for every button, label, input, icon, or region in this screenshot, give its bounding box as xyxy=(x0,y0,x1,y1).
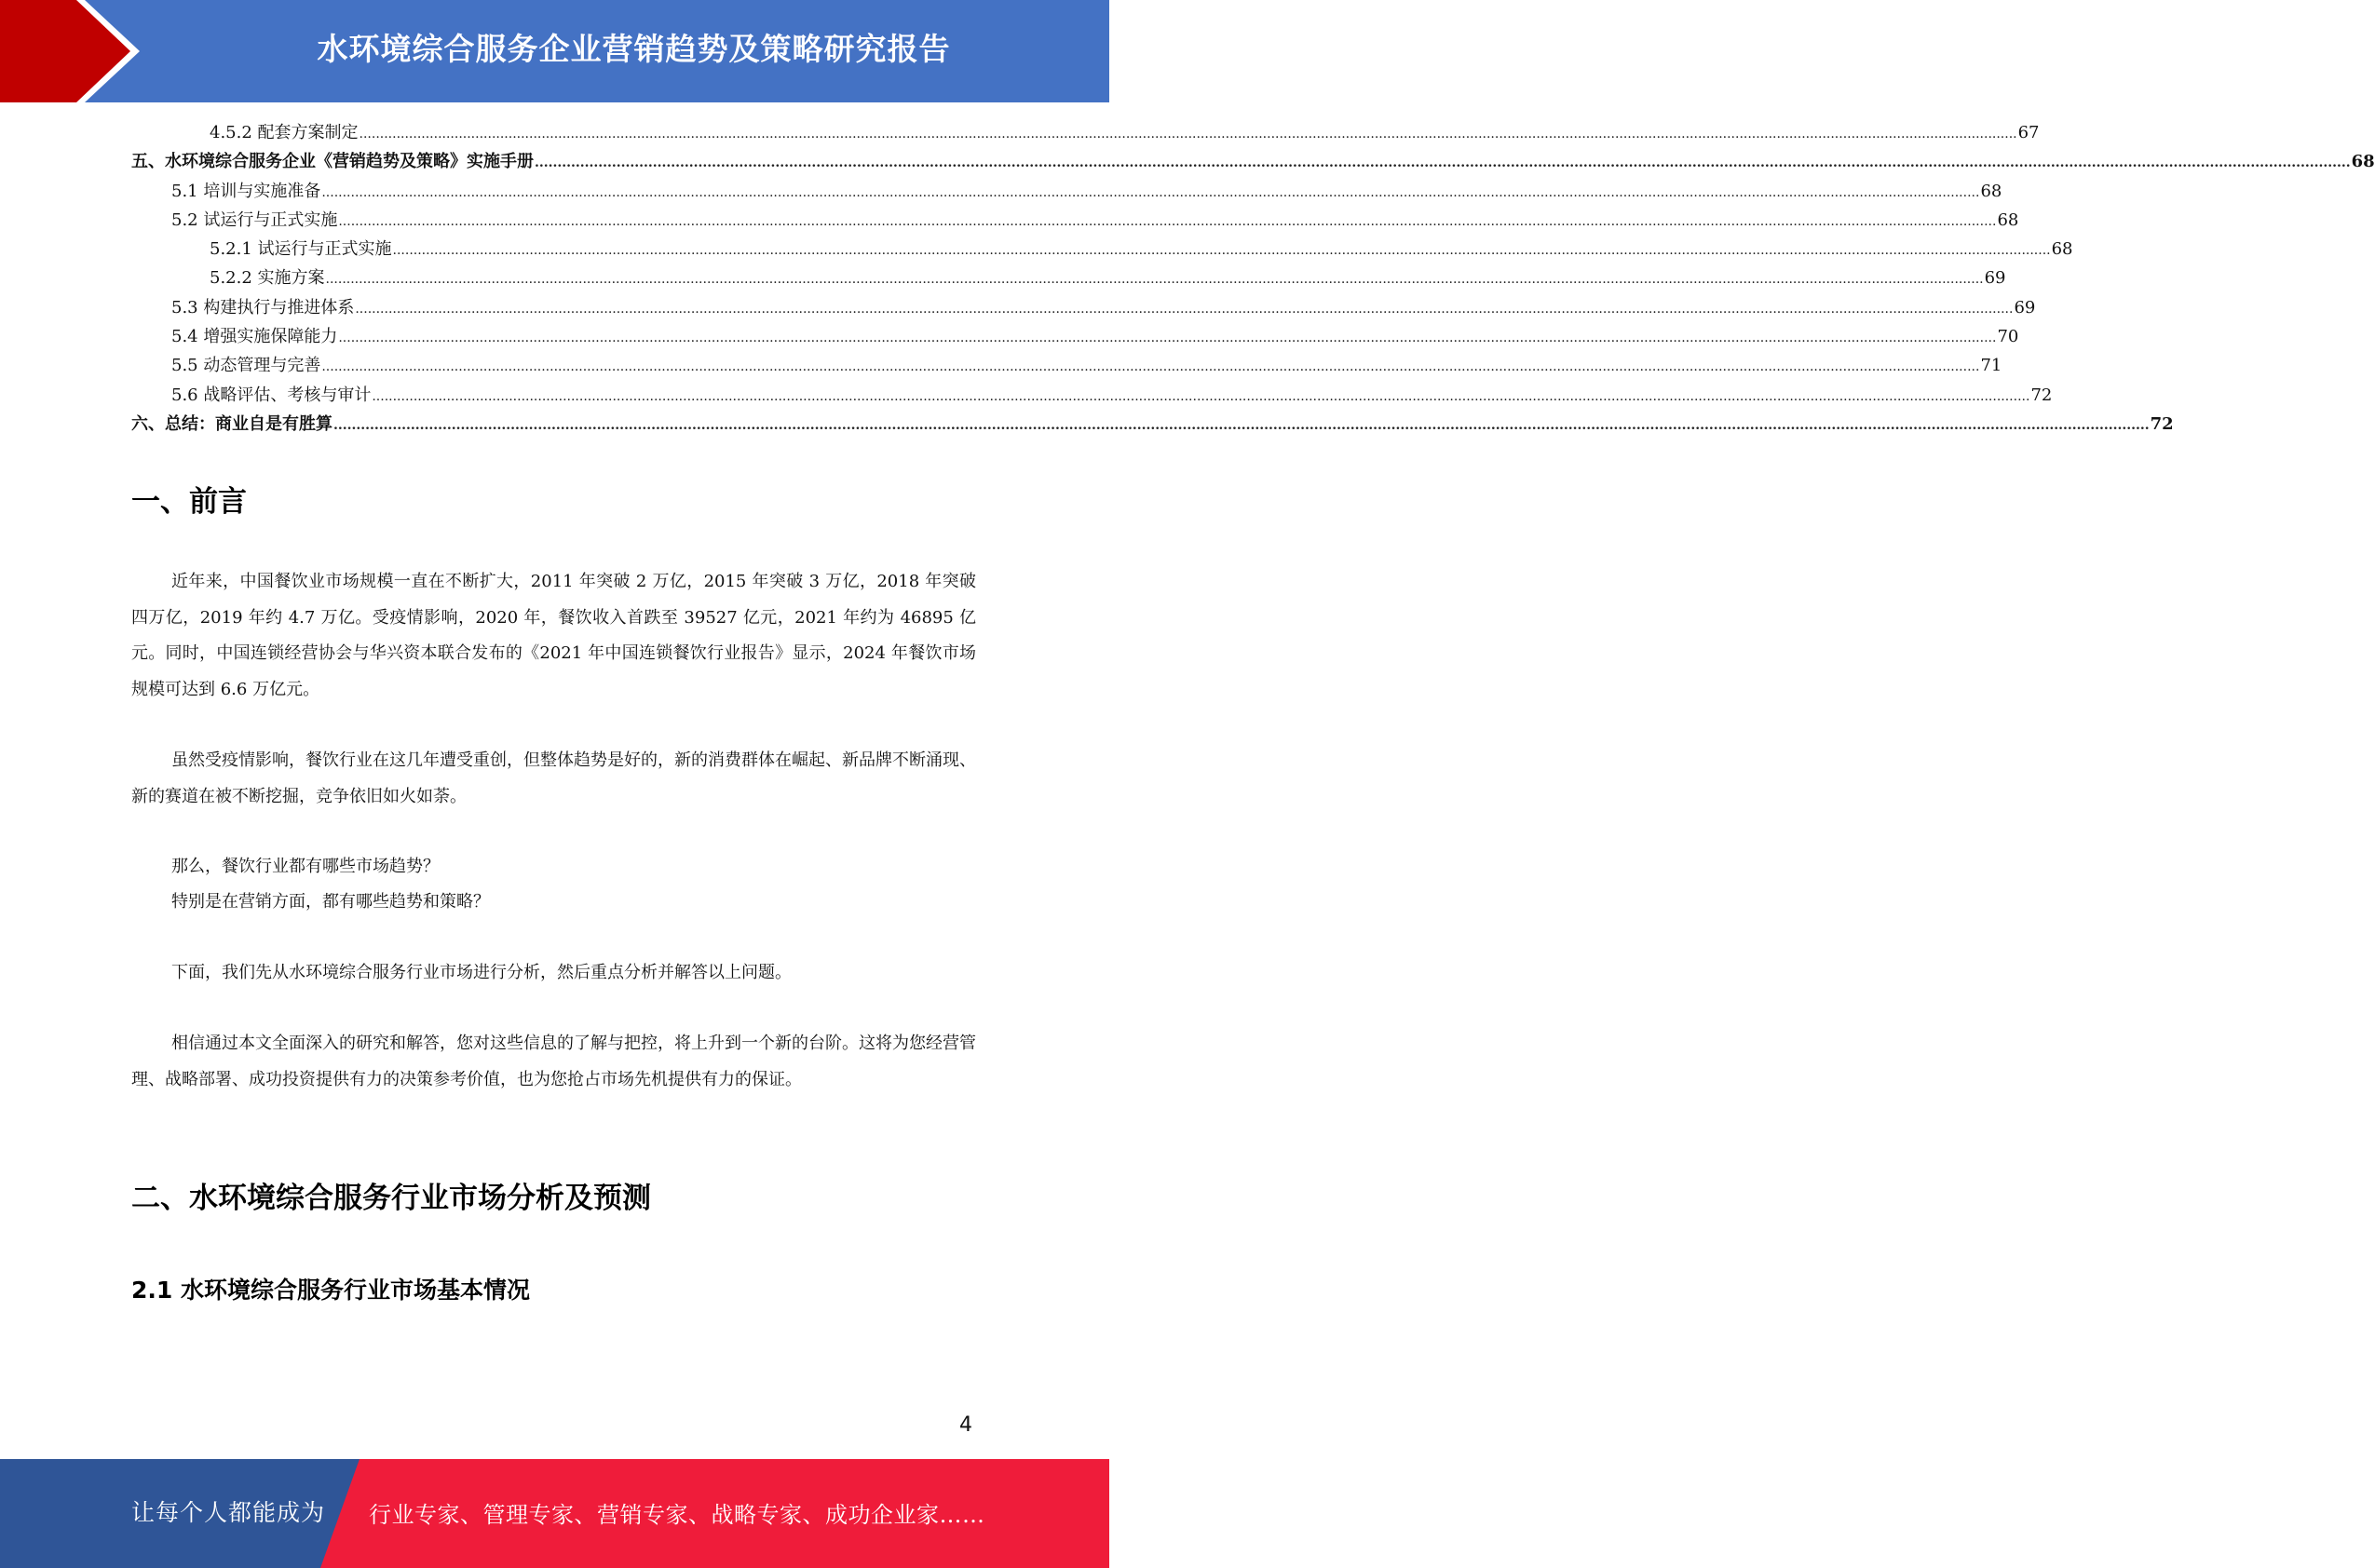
toc-entry-page: 67 xyxy=(2017,123,2040,142)
toc-entry[interactable] xyxy=(131,411,2174,439)
toc-entry[interactable] xyxy=(131,178,2002,207)
toc-entry-label: 5.1 培训与实施准备 xyxy=(171,181,321,201)
toc-entry-label: 5.5 动态管理与完善 xyxy=(171,356,321,376)
toc-leader-dots: ................................................................................................................................................................................................................................................................................................................................................................................................................ xyxy=(392,243,2051,259)
header-red-chevron xyxy=(0,0,130,102)
toc-entry-page: 68 xyxy=(2051,239,2073,260)
toc-entry-label: 5.3 构建执行与推进体系 xyxy=(171,297,355,318)
section-heading-market-analysis: 二、水环境综合服务行业市场分析及预测 xyxy=(131,1182,651,1215)
toc-entry-label: 五、水环境综合服务企业《营销趋势及策略》实施手册 xyxy=(131,152,534,172)
toc-entry[interactable] xyxy=(131,294,2036,323)
toc-leader-dots: ................................................................................................................................................................................................................................................................................................................................................................................................................ xyxy=(359,127,2017,142)
toc-entry-page: 72 xyxy=(2150,413,2174,434)
page-number: 4 xyxy=(959,1413,972,1437)
toc-leader-dots: ................................................................................................................................................................................................................................................................................................................................................................................................................ xyxy=(325,272,1984,288)
toc-entry[interactable] xyxy=(131,148,2375,177)
table-of-contents xyxy=(131,119,2375,439)
toc-entry-label: 5.6 战略评估、考核与审计 xyxy=(171,385,372,405)
toc-entry-label: 六、总结：商业自是有胜算 xyxy=(131,413,332,434)
page-header xyxy=(0,0,1109,102)
report-title: 水环境综合服务企业营销趋势及策略研究报告 xyxy=(317,31,951,67)
toc-leader-dots: ................................................................................................................................................................................................................................................................................................................................................................................................................ xyxy=(333,417,2150,433)
toc-entry-page: 68 xyxy=(1997,210,2019,230)
page-footer xyxy=(0,1459,1109,1568)
toc-entry-page: 70 xyxy=(1997,327,2019,347)
toc-entry-label: 5.2 试运行与正式实施 xyxy=(171,210,338,230)
toc-leader-dots: ................................................................................................................................................................................................................................................................................................................................................................................................................ xyxy=(321,184,1980,200)
toc-entry[interactable] xyxy=(131,352,2002,381)
toc-entry[interactable] xyxy=(131,264,2006,293)
toc-entry-page: 69 xyxy=(2014,297,2036,318)
toc-leader-dots: ................................................................................................................................................................................................................................................................................................................................................................................................................ xyxy=(338,213,1997,229)
question-market-trends: 那么，餐饮行业都有哪些市场趋势？ xyxy=(171,857,440,876)
footer-slogan-right: 行业专家、管理专家、营销专家、战略专家、成功企业家…… xyxy=(369,1502,985,1528)
toc-entry-label: 5.2.1 试运行与正式实施 xyxy=(210,239,392,260)
toc-entry[interactable] xyxy=(131,236,2073,264)
paragraph-market-scale: 近年来，中国餐饮业市场规模一直在不断扩大，2011 年突破 2 万亿，2015 年突破 3 万亿，2018 年突破四万亿，2019 年约 4.7 万亿。受疫情影响，2020 年，餐饮收入首跌至 39527 亿元，2021 年约为 46895 亿元。同时，中国连锁经营协会与华兴资本联合发布的《2021 年中国连锁餐饮行业报告》显示，2024 年餐饮市场规模可达到 6.6 万亿元。 xyxy=(131,572,976,699)
toc-leader-dots: ................................................................................................................................................................................................................................................................................................................................................................................................................ xyxy=(338,331,1997,346)
toc-leader-dots: ................................................................................................................................................................................................................................................................................................................................................................................................................ xyxy=(372,388,2030,404)
toc-entry-page: 68 xyxy=(2351,152,2375,172)
question-marketing-strategy: 特别是在营销方面，都有哪些趋势和策略？ xyxy=(171,892,490,912)
toc-entry-label: 4.5.2 配套方案制定 xyxy=(210,123,359,142)
toc-entry-page: 69 xyxy=(1984,268,2006,289)
toc-entry-label: 5.2.2 实施方案 xyxy=(210,268,325,289)
toc-entry-label: 5.4 增强实施保障能力 xyxy=(171,327,338,347)
toc-entry-page: 68 xyxy=(1980,181,2002,201)
subsection-heading-basic-situation: 2.1 水环境综合服务行业市场基本情况 xyxy=(131,1277,530,1304)
toc-entry[interactable] xyxy=(131,323,2019,352)
paragraph-industry-trend: 虽然受疫情影响，餐饮行业在这几年遭受重创，但整体趋势是好的，新的消费群体在崛起、新品牌不断涌现、新的赛道在被不断挖掘，竞争依旧如火如荼。 xyxy=(131,750,976,806)
paragraph-analysis-intro: 下面，我们先从水环境综合服务行业市场进行分析，然后重点分析并解答以上问题。 xyxy=(171,963,792,982)
footer-slogan-left: 让每个人都能成为 xyxy=(131,1499,326,1526)
paragraph-value-statement: 相信通过本文全面深入的研究和解答，您对这些信息的了解与把控，将上升到一个新的台阶。这将为您经营管理、战略部署、成功投资提供有力的决策参考价值，也为您抢占市场先机提供有力的保证。 xyxy=(131,1034,976,1089)
toc-entry[interactable] xyxy=(131,207,2019,236)
section-heading-preface: 一、前言 xyxy=(131,485,247,519)
toc-entry-page: 71 xyxy=(1980,356,2002,376)
toc-leader-dots: ................................................................................................................................................................................................................................................................................................................................................................................................................ xyxy=(535,155,2351,171)
toc-entry[interactable] xyxy=(131,382,2053,411)
toc-entry-page: 72 xyxy=(2030,385,2053,405)
toc-leader-dots: ................................................................................................................................................................................................................................................................................................................................................................................................................ xyxy=(321,359,1980,375)
toc-entry[interactable] xyxy=(131,119,2040,148)
toc-leader-dots: ................................................................................................................................................................................................................................................................................................................................................................................................................ xyxy=(355,301,2014,317)
